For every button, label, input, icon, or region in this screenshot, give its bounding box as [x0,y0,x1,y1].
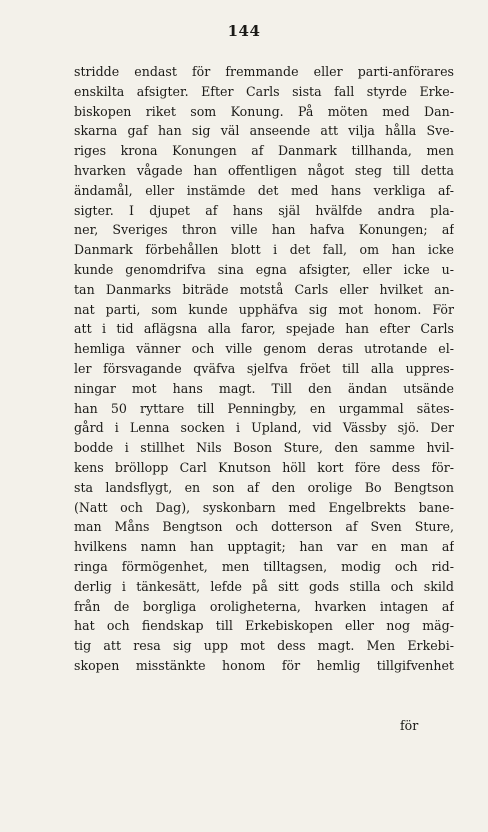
text-line: kunde genomdrifva sina egna afsigter, eller icke u- [74,261,454,277]
text-line: ringa förmögenhet, men tilltagsen, modig och rid- [74,558,454,574]
text-line: hvilkens namn han upptagit; han var en man af [74,539,454,555]
text-line: hvarken vågade han offentligen något steg till detta [74,162,454,178]
text-line: bodde i stillhet Nils Boson Sture, den samme hvil- [74,440,454,456]
text-line: Danmark förbehållen blott i det fall, om han icke [74,242,454,258]
text-line: skopen misstänkte honom för hemlig tillgifvenhet [74,657,454,673]
text-line: han 50 ryttare till Penningby, en urgammal sätes- [74,400,454,416]
text-line: kens bröllopp Carl Knutson höll kort före dess för- [74,459,454,475]
text-line: man Måns Bengtson och dotterson af Sven Sture, [74,519,454,535]
catchword: för [400,718,419,733]
text-line: ningar mot hans magt. Till den ändan utsände [74,380,454,396]
text-line: hat och fiendskap till Erkebiskopen eller nog mäg- [74,618,454,634]
text-line: sta landsflygt, en son af den orolige Bo Bengtson [74,479,454,495]
text-line: sigter. I djupet af hans själ hvälfde andra pla- [74,202,454,218]
text-line: nat parti, som kunde upphäfva sig mot honom. För [74,301,454,317]
text-line: tig att resa sig upp mot dess magt. Men Erkebi- [74,638,454,654]
text-line: tan Danmarks biträde motstå Carls eller hvilket an- [74,281,454,297]
text-line: ner, Sveriges thron ville han hafva Konungen; af [74,222,454,238]
text-line: biskopen riket som Konung. På möten med Dan- [74,103,454,119]
text-line: riges krona Konungen af Danmark tillhanda, men [74,143,454,159]
text-line: gård i Lenna socken i Upland, vid Vässby sjö. Der [74,420,454,436]
text-line: från de borgliga oroligheterna, hvarken intagen af [74,598,454,614]
page-number: 144 [227,22,261,40]
text-line: ler försvagande qväfva sjelfva fröet till alla uppres- [74,360,454,376]
text-line: hemliga vänner och ville genom deras utrotande el- [74,341,454,357]
body-text [74,62,454,676]
text-line: derlig i tänkesätt, lefde på sitt gods stilla och skild [74,578,454,594]
text-line: stridde endast för fremmande eller parti-anförares [74,64,454,79]
text-line: enskilta afsigter. Efter Carls sista fall styrde Erke- [74,83,454,99]
text-line: skarna gaf han sig väl anseende att vilja hålla Sve- [74,123,454,139]
text-line: (Natt och Dag), syskonbarn med Engelbrekts bane- [74,499,454,515]
text-line: ändamål, eller instämde det med hans verkliga af- [74,182,454,198]
text-line: att i tid aflägsna alla faror, spejade han efter Carls [74,321,454,337]
